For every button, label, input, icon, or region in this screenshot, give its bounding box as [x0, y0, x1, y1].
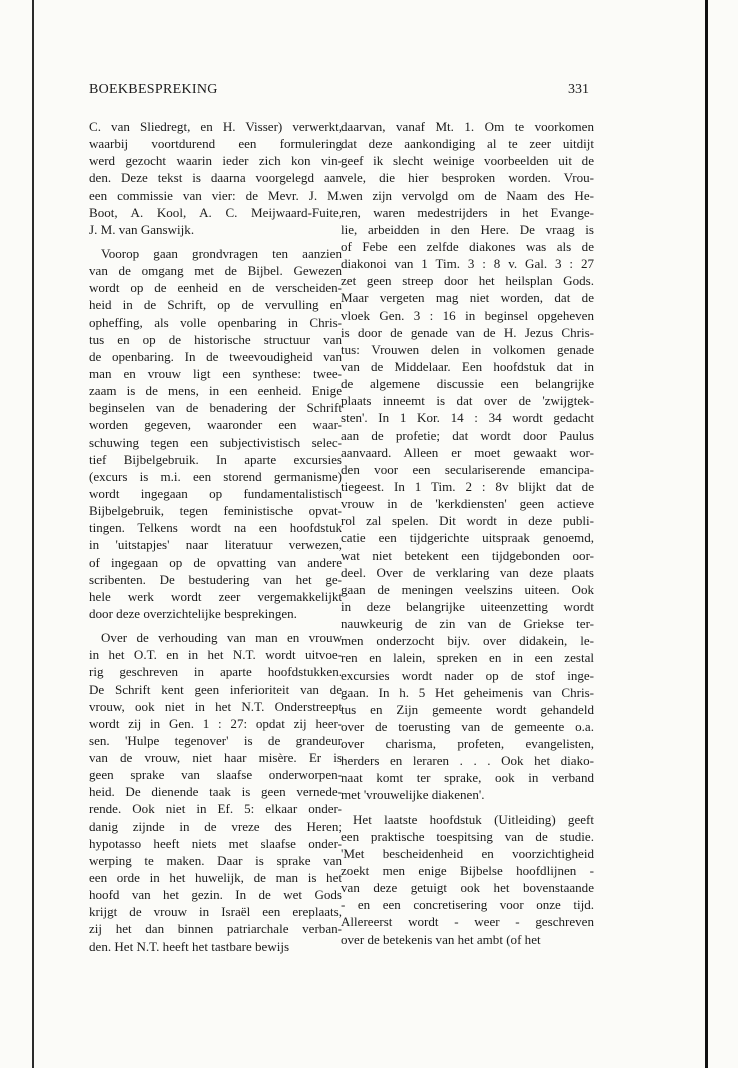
text-line: gaan de meningen veelszins uiteen. Ook — [341, 581, 594, 597]
text-line: beginselen van de benadering der Schrift — [89, 400, 342, 416]
text-line: den. Deze tekst is daarna voorgelegd aan — [89, 170, 342, 186]
text-line: Allereerst wordt - weer - geschreven — [341, 914, 594, 930]
text-line: door deze overzichtelijke besprekingen. — [89, 605, 297, 621]
text-line: tiegeest. In 1 Tim. 2 : 8v blijkt dat de — [341, 478, 594, 494]
text-line: werd gezocht waarin ieder zich kon vin- — [89, 153, 342, 169]
text-line: man en vrouw ligt een synthese: twee- — [89, 365, 342, 381]
text-line: tingen. Telkens wordt na een hoofdstuk — [89, 520, 342, 536]
text-line: werping te maken. Daar is sprake van — [89, 852, 342, 868]
text-line: plaats inneemt is dat over de 'zwijgtek- — [341, 393, 594, 409]
text-line: den voor een seculariserende emancipa- — [341, 461, 594, 477]
text-line: met 'vrouwelijke diakenen'. — [341, 787, 485, 803]
paragraph — [89, 245, 342, 622]
page-edge-left — [32, 0, 34, 1068]
text-line: nauwkeurig de zin van de Griekse ter- — [341, 616, 594, 632]
text-line: een praktische toespitsing van de studie. — [341, 828, 594, 844]
text-line: excursies wordt nader op de stof inge- — [341, 667, 594, 683]
text-line: in het O.T. en in het N.T. wordt uitvoe- — [89, 647, 342, 663]
text-line: rig geschreven in aparte hoofdstukken. — [89, 664, 342, 680]
text-line: deel. Over de verklaring van deze plaats — [341, 564, 594, 580]
text-line: van de omgang met de Bijbel. Gewezen — [89, 263, 342, 279]
text-line: lie, arbeidden in den Here. De vraag is — [341, 221, 594, 237]
text-line: herders en leraren . . . Ook het diako- — [341, 753, 594, 769]
text-line: De Schrift kent geen inferioriteit van de — [89, 681, 342, 697]
text-line: daarvan, vanaf Mt. 1. Om te voorkomen — [341, 119, 594, 134]
text-line: zet geen streep door het heilsplan Gods. — [341, 273, 594, 289]
text-line: wordt ingegaan op fundamentalistisch — [89, 485, 342, 501]
text-line: geen sprake van slaafse onderworpen- — [89, 767, 342, 783]
text-line: of Febe een zelfde diakones was als de — [341, 238, 594, 254]
text-line: tus: Vrouwen delen in volkomen genade — [341, 341, 594, 357]
text-line: over de toerusting van de gemeente o.a. — [341, 718, 594, 734]
text-line: gaan. In h. 5 Het geheimenis van Chris- — [341, 684, 594, 700]
text-line: krijgt de vrouw in Israël een ereplaats, — [89, 904, 342, 920]
text-line: van deze getuigt ook het bovenstaande — [341, 880, 594, 896]
text-line: de openbaring. In de tweevoudigheid van — [89, 348, 342, 364]
text-line: is door de genade van de H. Jezus Chris- — [341, 324, 594, 340]
text-line: scribenten. De bestudering van het ge- — [89, 571, 342, 587]
page-number: 331 — [568, 82, 589, 97]
text-line: een orde in het huwelijk, de man is het — [89, 870, 342, 886]
text-line: wordt zij in Gen. 1 : 27: opdat zij heer- — [89, 715, 342, 731]
text-line: wen zijn vervolgd om de Naam des He- — [341, 187, 594, 203]
text-line: tief Bijbelgebruik. In aparte excursies — [89, 451, 342, 467]
text-line: of ingegaan op de opvatting van andere — [89, 554, 342, 570]
paragraph — [341, 811, 594, 948]
text-line: vrouw in de 'kerkdiensten' geen actieve — [341, 496, 594, 512]
text-line: tus en Zijn gemeente wordt gehandeld — [341, 701, 594, 717]
right-text-column — [341, 118, 594, 955]
text-line: heid. De dienende taak is geen vernede- — [89, 784, 342, 800]
text-line: opheffing, als volle openbaring in Chris- — [89, 314, 342, 330]
text-line: wat niet betekent een tijdgebonden oor- — [341, 547, 594, 563]
text-line: ren, waren medestrijders in het Evange- — [341, 204, 594, 220]
text-line: een commissie van vier: de Mevr. J. M. — [89, 187, 342, 203]
text-line: waarbij voortdurend een formulering — [89, 136, 342, 152]
text-line: Bijbelgebruik, tegen feministische opvat- — [89, 503, 342, 519]
text-line: heid in de Schrift, op de vervulling en — [89, 297, 342, 313]
text-line: diakonoi van 1 Tim. 3 : 8 v. Gal. 3 : 27 — [341, 256, 594, 272]
text-line: Voorop gaan grondvragen ten aanzien — [101, 245, 342, 261]
text-line: van de vrouw, niet haar misère. Er is — [89, 750, 342, 766]
text-line: Over de verhouding van man en vrouw — [101, 630, 342, 646]
text-line: danig zijnde in de vreze des Heren; — [89, 818, 342, 834]
text-line: men onderzocht bijv. over didakein, le- — [341, 633, 594, 649]
text-line: worden gegeven, waaronder een waar- — [89, 417, 342, 433]
text-line: tus en op de historische structuur van — [89, 331, 342, 347]
text-line: J. M. van Ganswijk. — [89, 221, 195, 237]
text-line: de algemene discussie een belangrijke — [341, 376, 594, 392]
text-line: - en een concretisering voor onze tijd. — [341, 897, 594, 913]
text-line: over de betekenis van het ambt (of het — [341, 931, 541, 947]
paragraph — [341, 118, 594, 804]
text-line: Boot, A. Kool, A. C. Meijwaard-Fuite, — [89, 204, 342, 220]
text-line: C. van Sliedregt, en H. Visser) verwerkt, — [89, 119, 342, 134]
text-line: vrouw, ook niet in het N.T. Onderstreept — [89, 698, 342, 714]
text-line: den. Het N.T. heeft het tastbare bewijs — [89, 938, 290, 954]
left-text-column — [89, 118, 342, 962]
text-line: over charisma, profeten, evangelisten, — [341, 736, 594, 752]
text-line: rende. Ook niet in Ef. 5: elkaar onder- — [89, 801, 342, 817]
text-line: vele, die hier besproken worden. Vrou- — [341, 170, 594, 186]
text-line: sen. 'Hulpe tegenover' is de grandeur — [89, 732, 342, 748]
text-line: sten'. In 1 Kor. 14 : 34 wordt gedacht — [341, 410, 594, 426]
text-line: catie een tijdgerichte uitspraak genoemd, — [341, 530, 594, 546]
text-line: Het laatste hoofdstuk (Uitleiding) geeft — [353, 811, 594, 827]
page-edge-right — [705, 0, 708, 1068]
text-line: hele werk wordt zeer vergemakkelijkt — [89, 588, 342, 604]
running-header-title: BOEKBESPREKING — [89, 82, 218, 97]
text-line: vloek Gen. 3 : 16 in beginsel opgeheven — [341, 307, 594, 323]
text-line: aanvaard. Alleen er moet gewaakt wor- — [341, 444, 594, 460]
text-line: Maar vergeten mag niet worden, dat de — [341, 290, 594, 306]
text-line: zij het dan binnen patriarchale verban- — [89, 921, 342, 937]
text-line: van de Middelaar. Een hoofdstuk dat in — [341, 358, 594, 374]
text-line: wordt op de eenheid en de verscheiden- — [89, 280, 342, 296]
text-line: (excurs is m.i. een storend germanisme) — [89, 468, 342, 484]
paragraph — [89, 118, 342, 238]
text-line: zoekt men enige Bijbelse hoofdlijnen - — [341, 863, 594, 879]
text-line: in 'uitstapjes' naar literatuur verwezen, — [89, 537, 342, 553]
text-line: hoofd van het gezin. In de wet Gods — [89, 887, 342, 903]
text-line: rol zal spelen. Dit wordt in deze publi- — [341, 513, 594, 529]
text-line: geef ik slecht weinige voorbeelden uit de — [341, 153, 594, 169]
text-line: zaam is de mens, in een eenheid. Enige — [89, 383, 342, 399]
text-line: 'Met bescheidenheid en voorzichtigheid — [341, 845, 594, 861]
text-line: naat komt ter sprake, ook in verband — [341, 770, 594, 786]
text-line: dat deze aankondiging al te zeer uitdijt — [341, 136, 594, 152]
text-line: ren en lalein, spreken en in een zestal — [341, 650, 594, 666]
text-line: aan de profetie; dat wordt door Paulus — [341, 427, 594, 443]
paragraph — [89, 629, 342, 955]
text-line: schuwing tegen een subjectivistisch selec- — [89, 434, 342, 450]
text-line: hypotasso heeft niets met slaafse onder- — [89, 835, 342, 851]
text-line: in deze belangrijke uiteenzetting wordt — [341, 598, 594, 614]
